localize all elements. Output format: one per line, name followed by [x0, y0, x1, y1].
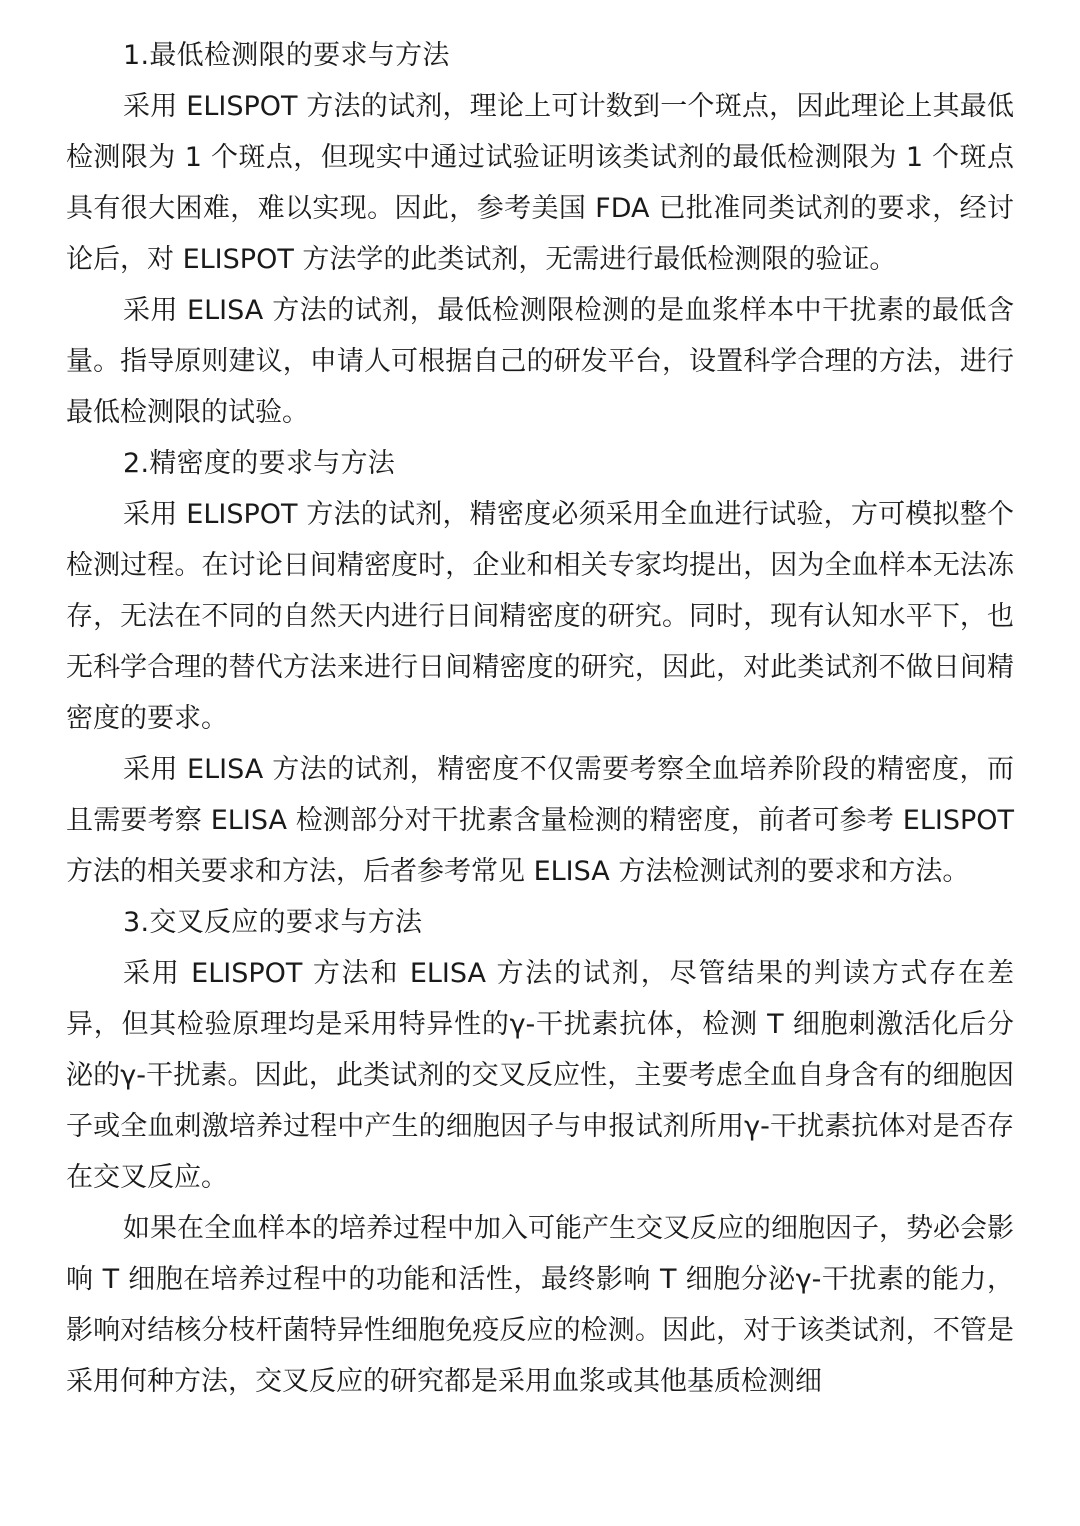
- section-2-heading: 2.精密度的要求与方法: [123, 448, 396, 479]
- section-1-heading: 1.最低检测限的要求与方法: [123, 40, 450, 71]
- section-1-paragraph-1: 采用 ELISPOT 方法的试剂，理论上可计数到一个斑点，因此理论上其最低检测限为 1 个斑点，但现实中通过试验证明该类试剂的最低检测限为 1 个斑点具有很大困难，难以实现。因此，参考美国 FDA 已批准同类试剂的要求，经讨论后，对 ELISPOT 方法学的此类试剂，无需进行最低检测限的验证。: [66, 91, 1014, 275]
- section-2-paragraph-2: 采用 ELISA 方法的试剂，精密度不仅需要考察全血培养阶段的精密度，而且需要考察 ELISA 检测部分对干扰素含量检测的精密度，前者可参考 ELISPOT 方法的相关要求和方法，后者参考常见 ELISA 方法检测试剂的要求和方法。: [66, 754, 1014, 887]
- section-1-paragraph-2: 采用 ELISA 方法的试剂，最低检测限检测的是血浆样本中干扰素的最低含量。指导原则建议，申请人可根据自己的研发平台，设置科学合理的方法，进行最低检测限的试验。: [66, 295, 1014, 428]
- section-3-paragraph-2: 如果在全血样本的培养过程中加入可能产生交叉反应的细胞因子，势必会影响 T 细胞在培养过程中的功能和活性，最终影响 T 细胞分泌γ-干扰素的能力，影响对结核分枝杆菌特异性细胞免疫反应的检测。因此，对于该类试剂，不管是采用何种方法，交叉反应的研究都是采用血浆或其他基质检测细: [66, 1213, 1014, 1397]
- section-3-heading: 3.交叉反应的要求与方法: [123, 907, 423, 938]
- section-3-paragraph-1: 采用 ELISPOT 方法和 ELISA 方法的试剂，尽管结果的判读方式存在差异，但其检验原理均是采用特异性的γ-干扰素抗体，检测 T 细胞刺激活化后分泌的γ-干扰素。因此，此类试剂的交叉反应性，主要考虑全血自身含有的细胞因子或全血刺激培养过程中产生的细胞因子与申报试剂所用γ-干扰素抗体对是否存在交叉反应。: [66, 958, 1014, 1193]
- section-2-paragraph-1: 采用 ELISPOT 方法的试剂，精密度必须采用全血进行试验，方可模拟整个检测过程。在讨论日间精密度时，企业和相关专家均提出，因为全血样本无法冻存，无法在不同的自然天内进行日间精密度的研究。同时，现有认知水平下，也无科学合理的替代方法来进行日间精密度的研究，因此，对此类试剂不做日间精密度的要求。: [66, 499, 1014, 734]
